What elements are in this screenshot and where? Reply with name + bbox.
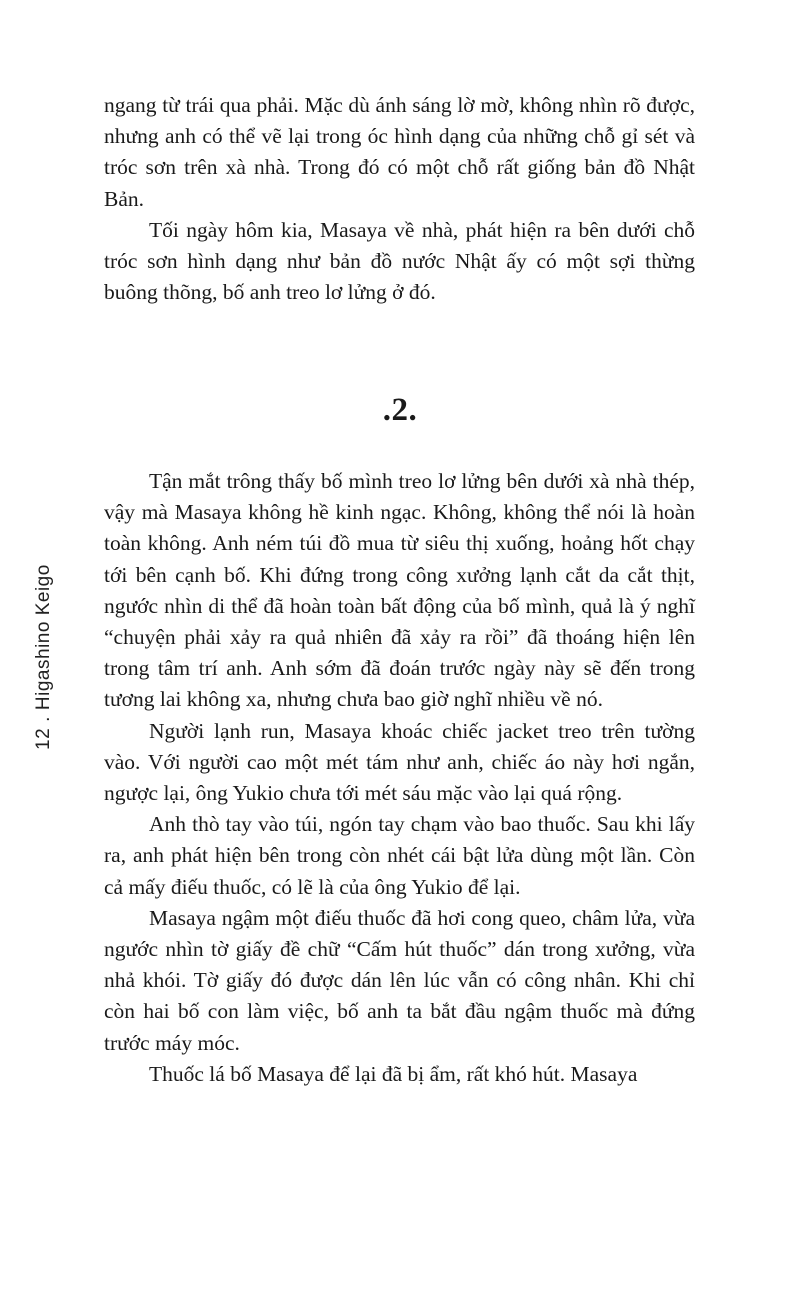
bottom-text-block [104, 466, 695, 1090]
chapter-heading: .2. [382, 392, 418, 428]
paragraph: Người lạnh run, Masaya khoác chiếc jacket treo trên tường vào. Với người cao một mét tám như anh, chiếc áo này hơi ngắn, ngược lại, ông Yukio chưa tới mét sáu mặc vào lại quá rộng. [104, 718, 695, 806]
paragraph: Thuốc lá bố Masaya để lại đã bị ẩm, rất khó hút. Masaya [149, 1061, 638, 1086]
paragraph: Tận mắt trông thấy bố mình treo lơ lửng bên dưới xà nhà thép, vậy mà Masaya không hề kinh ngạc. Không, không thể nói là hoàn toàn không. Anh ném túi đồ mua từ siêu thị xuống, hoảng hốt chạy tới bên cạnh bố. Khi đứng trong công xưởng lạnh cắt da cắt thịt, ngước nhìn di thể đã hoàn toàn bất động của bố mình, quả là ý nghĩ “chuyện phải xảy ra quả nhiên đã xảy ra rồi” đã thoáng hiện lên trong tâm trí anh. Anh sớm đã đoán trước ngày này sẽ đến trong tương lai không xa, nhưng chưa bao giờ nghĩ nhiều về nó. [104, 469, 695, 712]
paragraph: Masaya ngậm một điếu thuốc đã hơi cong queo, châm lửa, vừa ngước nhìn tờ giấy đề chữ “Cấm hút thuốc” dán trong xưởng, vừa nhả khói. Tờ giấy đó được dán lên lúc vẫn có công nhân. Khi chỉ còn hai bố con làm việc, bố anh ta bắt đầu ngậm thuốc mà đứng trước máy móc. [104, 905, 695, 1055]
paragraph: Tối ngày hôm kia, Masaya về nhà, phát hiện ra bên dưới chỗ tróc sơn hình dạng như bản đồ nước Nhật ấy có một sợi thừng buông thõng, bố anh treo lơ lửng ở đó. [104, 217, 695, 305]
author-name: Higashino Keigo [33, 564, 54, 711]
running-head [24, 540, 64, 750]
paragraph: Anh thò tay vào túi, ngón tay chạm vào bao thuốc. Sau khi lấy ra, anh phát hiện bên trong còn nhét cái bật lửa dùng một lần. Còn cả mấy điếu thuốc, có lẽ là của ông Yukio để lại. [104, 812, 695, 899]
paragraph: ngang từ trái qua phải. Mặc dù ánh sáng lờ mờ, không nhìn rõ được, nhưng anh có thể vẽ lại trong óc hình dạng của những chỗ gỉ sét và tróc sơn trên xà nhà. Trong đó có một chỗ rất giống bản đồ Nhật Bản. [104, 93, 695, 211]
running-head-separator: . [33, 716, 54, 722]
page-number: 12 [33, 727, 54, 750]
top-text-block [104, 90, 695, 308]
